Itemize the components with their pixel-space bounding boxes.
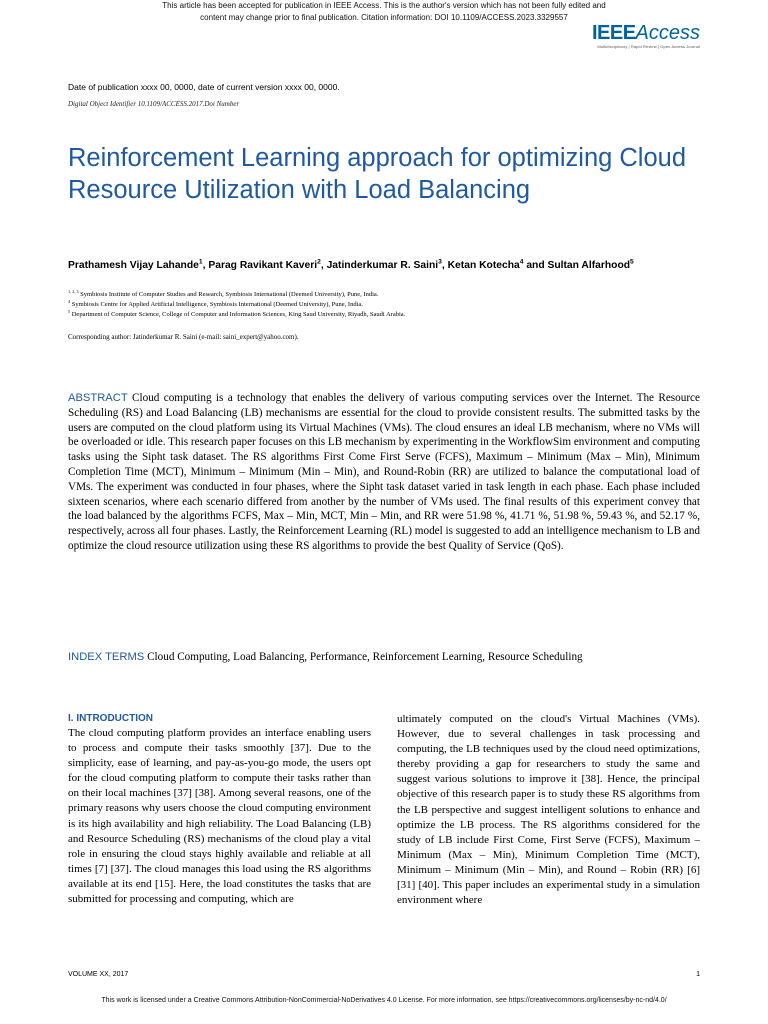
affiliation-3: $^5$ Department of Computer Science, College of Computer and Information Sciences, King Saud University, Riyadh, Saudi Arabia. (68, 308, 406, 318)
abstract (68, 391, 700, 554)
body-column-right (397, 712, 700, 908)
logo-tagline: Multidisciplinary | Rapid Review | Open Access Journal (597, 44, 700, 49)
logo-access: Access (635, 22, 700, 44)
abstract-label: ABSTRACT (68, 392, 128, 404)
notice-line-2: content may change prior to final publication. Citation information: DOI 10.1109/ACCESS.2023.3329557 (200, 13, 568, 22)
license-notice: This work is licensed under a Creative Commons Attribution-NonCommercial-NoDerivatives 4.0 License. For more information, see https://creativecommons.org/licenses/by-nc-nd/4.0/ (101, 997, 667, 1004)
doi-line: Digital Object Identifier 10.1109/ACCESS.2017.Doi Number (68, 100, 240, 108)
affiliation-2: $^4$ Symbiosis Centre for Applied Artificial Intelligence, Symbiosis International (Deemed University), Pune, India. (68, 298, 363, 308)
index-terms-label: INDEX TERMS (68, 651, 145, 663)
footer-page-number: 1 (696, 971, 700, 978)
abstract-text: Cloud computing is a technology that enables the delivery of various computing services over the Internet. The Resource Scheduling (RS) and Load Balancing (LB) mechanisms are essential for the cloud to provide consistent results. The submitted tasks by the users are computed on the cloud platform using its Virtual Machines (VMs). The cloud ensures an ideal LB mechanism, where no VMs will be overloaded or idle. This research paper focuses on this LB mechanism by experimenting in the WorkflowSim environment and computing tasks using the Sipht task dataset. The RS algorithms First Come First Serve (FCFS), Maximum – Minimum (Max – Min), Minimum Completion Time (MCT), Minimum – Minimum (Min – Min), and Round-Robin (RR) are utilized to balance the computational load of VMs. The experiment was conducted in four phases, where the Sipht task dataset varied in task length in each phase. Each phase included sixteen scenarios, where each scenario differed from another by the number of VMs used. The final results of this experiment convey that the load balanced by the algorithms FCFS, Max – Min, MCT, Min – Min, and RR were 51.98 %, 41.71 %, 51.98 %, 59.43 %, and 52.17 %, respectively, across all four phases. Lastly, the Reinforcement Learning (RL) model is suggested to add an intelligence mechanism to LB and optimize the cloud resource utilization using these RS algorithms to provide the best Quality of Service (QoS). (68, 392, 701, 552)
author-sup: 4 (519, 258, 524, 266)
author-name: Prathamesh Vijay Lahande (68, 260, 199, 271)
footer-volume: VOLUME XX, 2017 (68, 971, 129, 978)
corresponding-author: Corresponding author: Jatinderkumar R. Saini (e-mail: saini_expert@yahoo.com). (68, 333, 299, 341)
paper-title: Reinforcement Learning approach for optimizing Cloud Resource Utilization with Load Balancing (68, 144, 687, 204)
author-name: Sultan Alfarhood (547, 260, 631, 271)
author-name: Ketan Kotecha (447, 260, 520, 271)
intro-paragraph-left: The cloud computing platform provides an interface enabling users to process and compute their tasks smoothly [37]. Due to the simplicity, ease of learning, and pay-as-you-go mode, the users opt for the cloud computing platform to compute their tasks rather than on their local machines [37] [38]. Among several reasons, one of the primary reasons why users choose the cloud computing environment is its high availability and high reliability. The Load Balancing (LB) and Resource Scheduling (RS) mechanisms of the cloud play a vital role in ensuring the cloud stays highly available and reliable at all times [7] [37]. The cloud manages this load using the RS algorithms available at its end [15]. Here, the load constitutes the tasks that are submitted for processing and computing, which are (68, 727, 371, 906)
journal-logo (592, 22, 700, 50)
author-sup: 2 (317, 258, 321, 266)
notice-line-1: This article has been accepted for publication in IEEE Access. This is the author's version which has not been fully edited and (162, 1, 606, 10)
acceptance-notice (0, 0, 768, 24)
section-heading-introduction: I. INTRODUCTION (68, 713, 153, 724)
logo-ieee: IEEE (591, 22, 636, 44)
author-name: Parag Ravikant Kaveri (208, 260, 318, 271)
index-terms (68, 650, 700, 665)
intro-paragraph-right: ultimately computed on the cloud's Virtual Machines (VMs). However, due to several challenges in task processing and computing, the LB techniques used by the cloud need optimizations, thereby providing a gap for researchers to study the same and suggest various solutions to improve it [38]. Hence, the principal objective of this research paper is to study these RS algorithms from the LB perspective and suggest intelligent solutions to enhance and optimize the LB process. The RS algorithms considered for the study of LB include First Come, First Serve (FCFS), Maximum – Minimum (Max – Min), Minimum Completion Time (MCT), Minimum – Minimum (Min – Min), and Round – Robin (RR) [6] [31] [40]. This paper includes an experimental study in a simulation environment where (397, 713, 700, 907)
author-list: Prathamesh Vijay Lahande$^1$, Parag Ravikant Kaveri$^2$, Jatinderkumar R. Saini$^3$, Ketan Kotecha$^4$ and Sultan Alfarhood$^5$ (68, 258, 634, 271)
affiliation-1: $^{1, 2, 3}$ Symbiosis Institute of Computer Studies and Research, Symbiosis International (Deemed University), Pune, India. (68, 288, 379, 298)
body-column-left (68, 712, 371, 907)
publication-date: Date of publication xxxx 00, 0000, date of current version xxxx 00, 0000. (68, 82, 340, 92)
author-name: Jatinderkumar R. Saini (326, 260, 439, 271)
author-sup: 1 (198, 258, 203, 266)
author-sup: 3 (438, 258, 442, 266)
index-terms-text: Cloud Computing, Load Balancing, Performance, Reinforcement Learning, Resource Scheduling (144, 651, 583, 663)
author-sup: 5 (630, 258, 634, 266)
